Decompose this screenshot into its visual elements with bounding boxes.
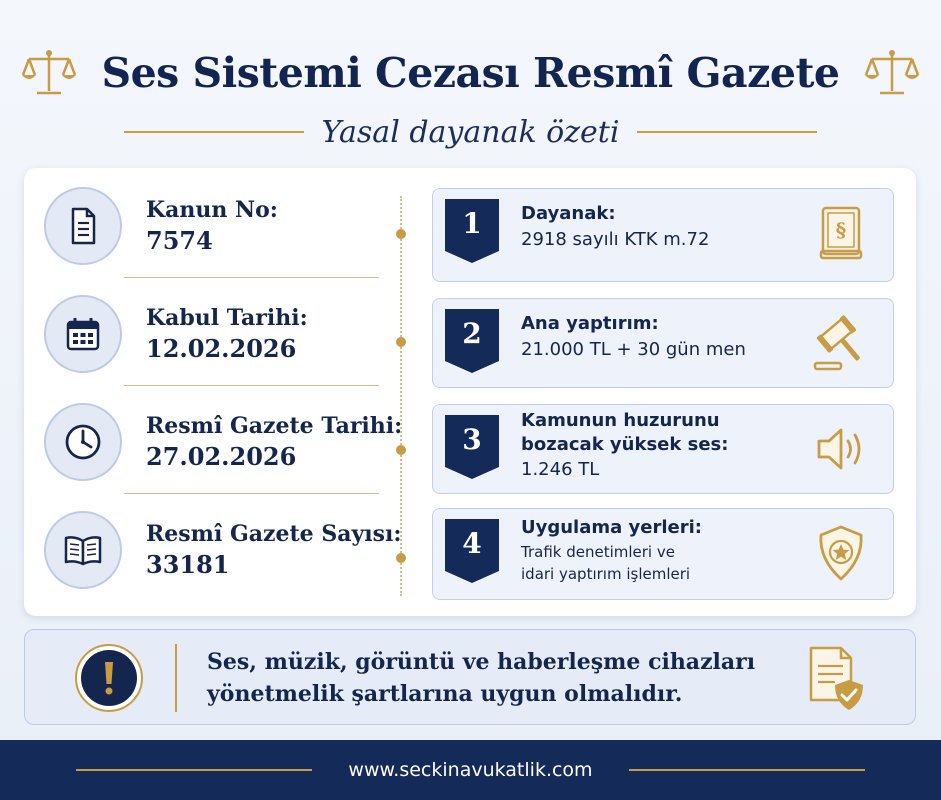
svg-text:§: § xyxy=(835,218,847,242)
info-label: Kabul Tarihi: xyxy=(146,305,308,331)
title-row xyxy=(0,38,941,108)
step-title: Dayanak: xyxy=(521,203,616,224)
speaker-icon xyxy=(811,419,871,479)
step-number: 1 xyxy=(462,207,482,240)
info-row-gazette-date xyxy=(44,390,403,494)
scales-of-justice-icon xyxy=(21,47,77,99)
step-number: 3 xyxy=(462,423,482,456)
step-desc: 21.000 TL + 30 gün men xyxy=(521,339,746,360)
step-title: Uygulama yerleri: xyxy=(521,517,702,538)
scales-of-justice-icon xyxy=(864,47,920,99)
info-row-law-number xyxy=(44,174,379,278)
police-badge-icon xyxy=(811,523,871,583)
exclamation-icon xyxy=(94,658,124,698)
clock-icon xyxy=(63,422,103,462)
icon-circle xyxy=(44,295,122,373)
step-number-badge xyxy=(445,199,499,263)
notice-line-2: yönetmelik şartlarına uygun olmalıdır. xyxy=(207,681,683,707)
website-link[interactable]: www.seckinavukatlik.com xyxy=(348,759,593,781)
step-card-noise xyxy=(432,404,894,494)
gavel-icon xyxy=(811,313,871,373)
step-title: Ana yaptırım: xyxy=(521,313,659,334)
info-value: 33181 xyxy=(146,550,230,579)
info-value: 12.02.2026 xyxy=(146,334,297,363)
info-row-acceptance-date xyxy=(44,282,379,386)
footer-divider xyxy=(76,769,312,771)
divider xyxy=(124,385,379,386)
step-desc: 2918 sayılı KTK m.72 xyxy=(521,229,710,250)
notice-box xyxy=(24,629,916,725)
footer xyxy=(0,740,941,800)
main-card xyxy=(24,168,916,616)
icon-circle xyxy=(44,187,122,265)
law-book-icon xyxy=(811,203,871,263)
step-card-legal-basis xyxy=(432,188,894,282)
warning-badge xyxy=(75,644,143,712)
step-number-badge xyxy=(445,415,499,479)
open-book-icon xyxy=(63,530,103,570)
icon-circle xyxy=(44,511,122,589)
step-number-badge xyxy=(445,309,499,373)
calendar-icon xyxy=(63,314,103,354)
step-title-line2: bozacak yüksek ses: xyxy=(521,434,729,455)
divider xyxy=(124,493,379,494)
info-label: Resmî Gazete Sayısı: xyxy=(146,521,402,547)
notice-divider xyxy=(175,644,177,712)
step-card-application-areas xyxy=(432,508,894,600)
step-number: 2 xyxy=(462,317,482,350)
step-desc: Trafik denetimleri ve xyxy=(521,543,675,561)
footer-divider xyxy=(629,769,865,771)
info-value: 7574 xyxy=(146,226,213,255)
verified-document-icon xyxy=(805,644,867,712)
timeline-dot xyxy=(396,553,406,563)
step-number-badge xyxy=(445,519,499,583)
divider xyxy=(124,131,304,133)
page-subtitle: Yasal dayanak özeti xyxy=(321,114,620,150)
icon-circle xyxy=(44,403,122,481)
divider xyxy=(637,131,817,133)
timeline-dot xyxy=(396,445,406,455)
info-value: 27.02.2026 xyxy=(146,442,297,471)
timeline-dot xyxy=(396,337,406,347)
timeline-line xyxy=(400,196,402,596)
document-icon xyxy=(63,206,103,246)
notice-line-1: Ses, müzik, görüntü ve haberleşme cihazları xyxy=(207,649,756,675)
info-column xyxy=(24,168,403,616)
page-title: Ses Sistemi Cezası Resmî Gazete xyxy=(101,49,840,97)
step-title: Kamunun huzurunu xyxy=(521,410,720,431)
divider xyxy=(124,277,379,278)
info-row-gazette-number xyxy=(44,498,402,602)
info-label: Kanun No: xyxy=(146,197,278,223)
step-desc: 1.246 TL xyxy=(521,459,600,480)
subtitle-row xyxy=(0,110,941,154)
step-card-main-sanction xyxy=(432,298,894,388)
step-number: 4 xyxy=(462,527,482,560)
info-label: Resmî Gazete Tarihi: xyxy=(146,413,403,439)
timeline-dot xyxy=(396,229,406,239)
step-desc-line2: idari yaptırım işlemleri xyxy=(521,565,691,583)
